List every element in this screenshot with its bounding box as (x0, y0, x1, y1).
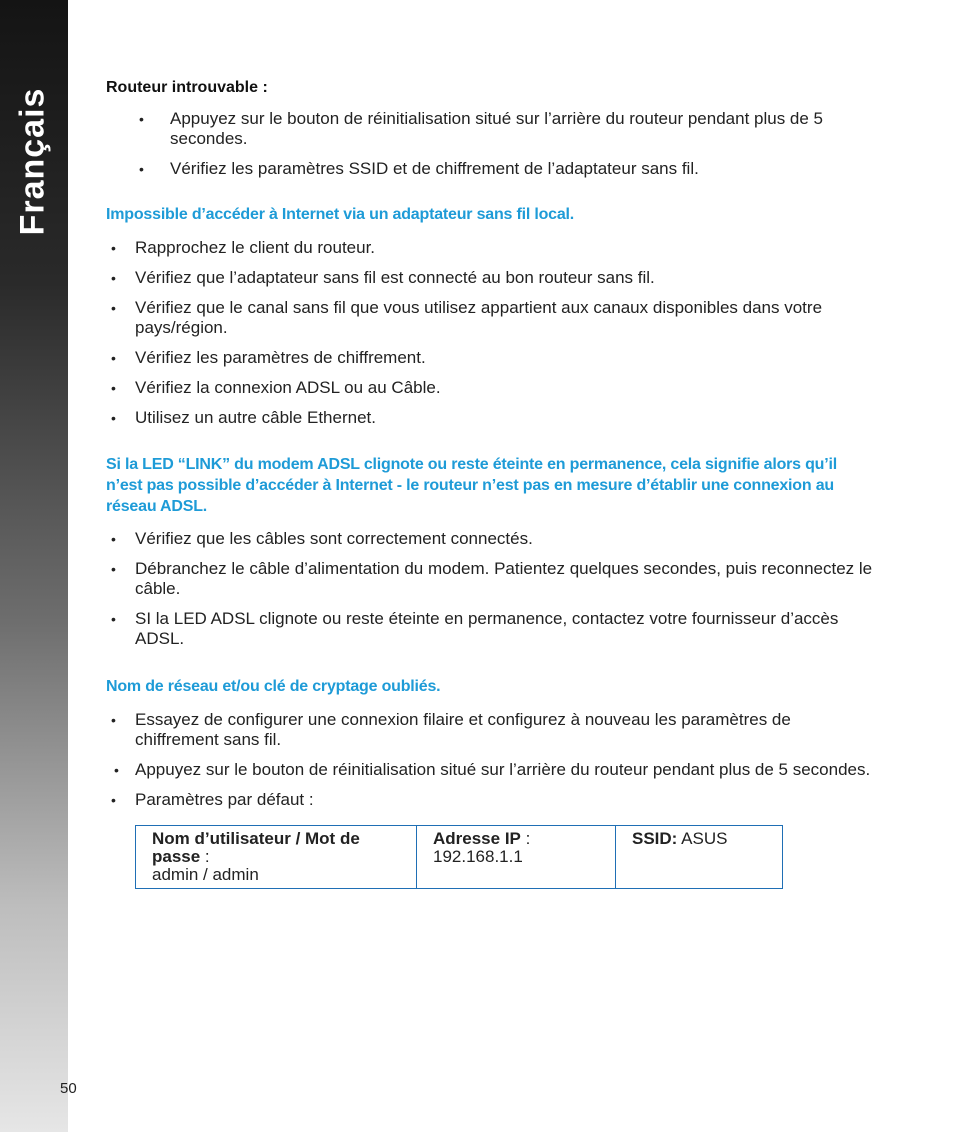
section-heading-led-link: Si la LED “LINK” du modem ADSL clignote ou reste éteinte en permanence, cela signifie alors qu’il n’est pas possible d’accéder à Internet - le routeur n’est pas en mesure d’établir une connexion au réseau ADSL. (106, 456, 837, 515)
defaults-cell-ip: Adresse IP : 192.168.1.1 (416, 826, 615, 888)
bullet-icon: • (139, 111, 144, 127)
forgot-key-list (106, 710, 876, 810)
bullet-icon: • (111, 380, 116, 396)
defaults-cell-ssid: SSID: ASUS (615, 826, 782, 888)
bullet-icon: • (114, 762, 119, 778)
list-item: • Vérifiez que l’adaptateur sans fil est connecté au bon routeur sans fil. (111, 268, 655, 287)
list-item: • Vérifiez que les câbles sont correctement connectés. (111, 529, 533, 548)
list-item: • Essayez de configurer une connexion filaire et configurez à nouveau les paramètres de chiffrement sans fil. (111, 710, 791, 749)
section-heading-forgot-key: Nom de réseau et/ou clé de cryptage oubliés. (106, 678, 441, 695)
list-item: • SI la LED ADSL clignote ou reste éteinte en permanence, contactez votre fournisseur d’accès ADSL. (111, 609, 839, 648)
bullet-icon: • (111, 792, 116, 808)
list-item: • Utilisez un autre câble Ethernet. (111, 408, 376, 427)
bullet-icon: • (111, 561, 116, 577)
language-tab-title: Français (13, 87, 52, 235)
bullet-icon: • (111, 350, 116, 366)
defaults-cell-credentials: Nom d’utilisateur / Mot de passe : admin / admin (152, 829, 360, 884)
bullet-icon: • (111, 270, 116, 286)
page-content (106, 78, 876, 889)
router-not-found-list (106, 109, 876, 179)
list-item: • Débranchez le câble d’alimentation du modem. Patientez quelques secondes, puis reconnectez le câble. (111, 559, 873, 598)
bullet-icon: • (111, 300, 116, 316)
section-heading-no-internet: Impossible d’accéder à Internet via un adaptateur sans fil local. (106, 206, 575, 223)
list-item: • Vérifiez la connexion ADSL ou au Câble. (111, 378, 441, 397)
bullet-icon: • (111, 712, 116, 728)
section-heading-router-not-found: Routeur introuvable : (106, 79, 268, 96)
list-item: • Vérifiez les paramètres SSID et de chiffrement de l’adaptateur sans fil. (139, 159, 699, 178)
list-item: • Appuyez sur le bouton de réinitialisation situé sur l’arrière du routeur pendant plus de 5 secondes. (114, 760, 871, 779)
no-internet-list (106, 238, 876, 428)
bullet-icon: • (111, 410, 116, 426)
list-item: • Paramètres par défaut : (111, 790, 314, 809)
list-item: • Appuyez sur le bouton de réinitialisation situé sur l’arrière du routeur pendant plus de 5 secondes. (139, 109, 824, 148)
bullet-icon: • (111, 611, 116, 627)
list-item: • Rapprochez le client du routeur. (111, 238, 376, 257)
list-item: • Vérifiez les paramètres de chiffrement. (111, 348, 426, 367)
list-item: • Vérifiez que le canal sans fil que vous utilisez appartient aux canaux disponibles dans votre pays/région. (111, 298, 823, 337)
bullet-icon: • (139, 161, 144, 177)
page-number: 50 (60, 1080, 77, 1097)
bullet-icon: • (111, 240, 116, 256)
led-link-list (106, 529, 876, 649)
bullet-icon: • (111, 531, 116, 547)
language-side-tab (0, 0, 68, 1132)
defaults-table (135, 825, 783, 889)
